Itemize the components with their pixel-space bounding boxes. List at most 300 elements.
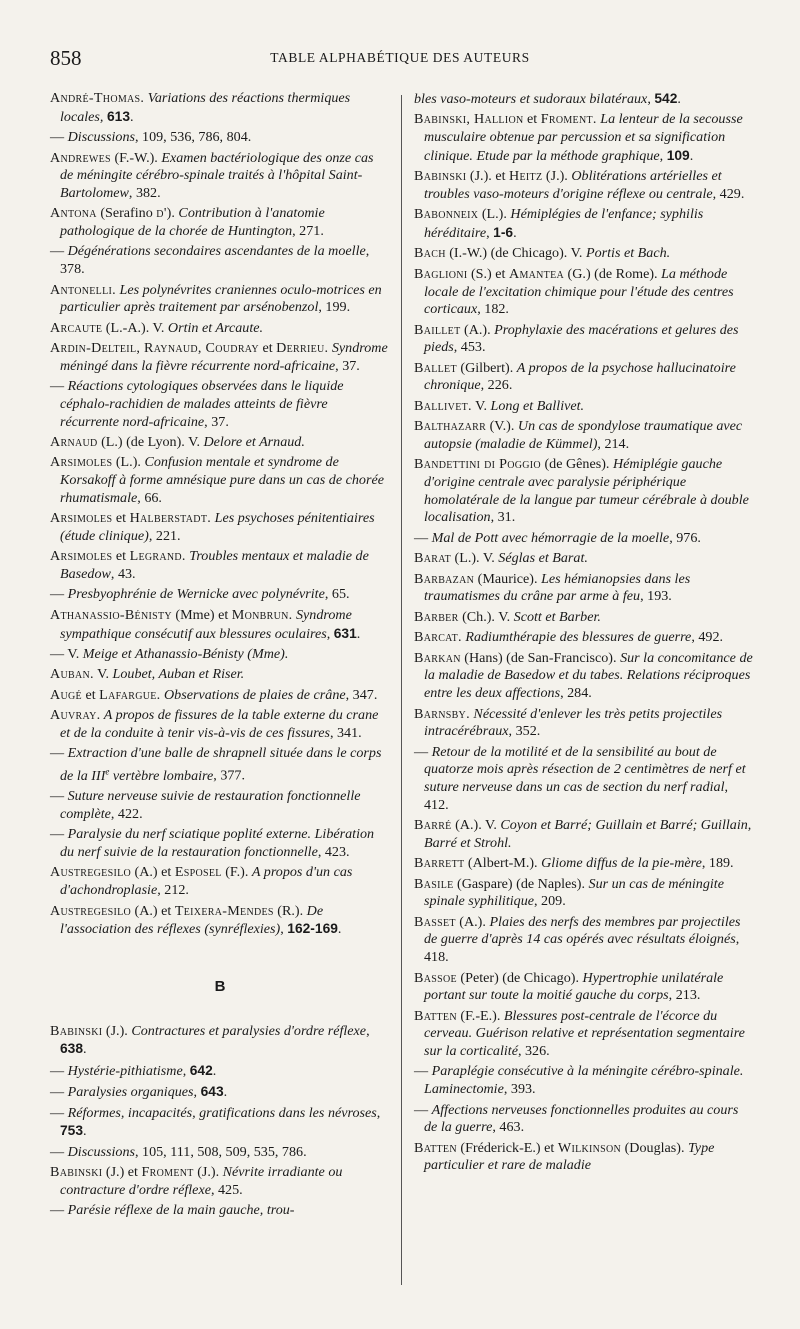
index-entry <box>50 666 390 684</box>
entry-author: Amantea <box>508 265 565 282</box>
index-entry <box>50 687 390 705</box>
entry-author: Babinski, Hallion <box>414 111 524 128</box>
index-entry <box>414 609 754 627</box>
index-entry <box>414 398 754 416</box>
index-entry <box>50 1202 390 1220</box>
entry-text: (F.-W.). <box>110 149 162 166</box>
entry-text: et <box>81 686 100 703</box>
entry-text: — <box>50 378 68 395</box>
entry-title: Nécessité d'enlever les très petits projectiles intracérébraux <box>424 705 723 740</box>
entry-title: Suture nerveuse suivie de restauration fonctionnelle complète <box>60 788 361 822</box>
entry-text: , 199. <box>318 299 351 316</box>
entry-title: Confusion mentale et syndrome de Korsakoff à forme amnésique pure dans un cas de chorée rhumatismale <box>60 454 384 506</box>
entry-author: Barbazan <box>414 570 475 587</box>
entry-text: , 209. <box>534 893 566 910</box>
entry-title: Discussions <box>67 1143 135 1160</box>
entry-text: (A.). <box>460 321 495 338</box>
index-entry <box>50 745 390 785</box>
index-entry <box>414 530 754 548</box>
entry-title: Hémiplégies de l'enfance; syphilis héréditaire <box>424 206 704 241</box>
entry-text: , 43. <box>110 565 136 582</box>
index-entry <box>414 111 754 165</box>
index-entry <box>414 744 754 815</box>
index-entry <box>414 360 754 395</box>
index-entry <box>414 245 754 263</box>
index-entry <box>50 90 390 126</box>
entry-text: . <box>83 1041 87 1058</box>
entry-text: — <box>50 788 68 805</box>
entry-text: (A.). <box>455 913 490 930</box>
entry-text: — <box>50 826 68 843</box>
entry-author: Legrand. <box>129 548 186 565</box>
entry-page-bold: 1-6 <box>493 224 514 240</box>
index-entry <box>50 788 390 823</box>
entry-author: Arcaute <box>50 319 103 336</box>
entry-text: , 182. <box>477 301 509 318</box>
entry-page-bold: 638 <box>60 1041 84 1057</box>
entry-text: , 412. <box>424 778 729 813</box>
entry-text: . <box>83 1123 87 1140</box>
entry-text: (Albert-M.). <box>464 855 542 872</box>
entry-text: , <box>647 91 655 107</box>
entry-author: Lafargue. <box>99 686 161 703</box>
entry-author: André-Thomas. <box>50 90 145 106</box>
index-entry <box>50 903 390 939</box>
entry-text: , 453. <box>453 339 486 356</box>
entry-text: , 393. <box>503 1081 536 1098</box>
entry-author: Derrieu. <box>276 340 329 357</box>
entry-author: Wilkinson <box>557 1139 622 1156</box>
entry-text: , 214. <box>597 435 630 452</box>
entry-author: Antona <box>50 205 97 222</box>
entry-title: De l'association des réflexes (synréflexies) <box>60 902 324 938</box>
entry-text: — V. <box>50 645 83 662</box>
index-entry <box>414 571 754 606</box>
entry-text: (A.). V. <box>451 817 501 834</box>
entry-title: Syndrome sympathique consécutif aux blessures oculaires <box>60 606 352 642</box>
entry-author: Austregesilo <box>50 864 131 881</box>
entry-text: (Peter) (de Chicago). <box>456 969 583 986</box>
entry-text: , 284. <box>560 685 592 702</box>
index-entry <box>414 206 754 242</box>
index-entries-a <box>50 90 390 939</box>
entry-text: — <box>414 529 432 546</box>
entry-text: (Hans) (de San-Francisco). <box>460 649 621 666</box>
entry-title: Hystérie-pithiatisme <box>67 1062 183 1079</box>
entry-text: . <box>677 91 681 107</box>
entry-author: Barré <box>414 817 452 834</box>
entry-text: — <box>50 243 68 260</box>
entry-title: Affections nerveuses fonctionnelles produites au cours de la guerre <box>424 1101 739 1136</box>
entry-title: Coyon et Barré; Guillain et Barré; Guillain, Barré et Strohl. <box>424 817 752 851</box>
index-entry <box>50 1105 390 1141</box>
entry-text: (Ch.). V. <box>458 608 514 625</box>
entry-text: — <box>50 1143 68 1160</box>
entry-title: Ortin et Arcaute. <box>167 319 264 336</box>
entry-author: Barkan <box>414 649 461 666</box>
entry-title: La méthode locale de l'excitation chimique pour l'étude des centres corticaux <box>424 265 734 318</box>
index-entry <box>50 282 390 317</box>
entry-text: — <box>50 1202 68 1219</box>
entry-author: Baillet <box>414 321 461 338</box>
entry-title: Réactions cytologiques observées dans le liquide céphalo-rachidien de malades atteints de fièvre récurrente nord-africaine <box>60 378 344 430</box>
entry-text: — <box>414 1063 432 1080</box>
entry-page-bold: 542 <box>654 91 678 106</box>
entry-text: (G.) (de Rome). <box>564 265 662 282</box>
entry-title: Long et Ballivet. <box>490 397 585 414</box>
index-entry <box>414 90 754 109</box>
entry-text: (L.). V. <box>451 550 499 567</box>
entry-text: — <box>50 1104 68 1121</box>
index-entry <box>50 1062 390 1081</box>
index-entry <box>414 1063 754 1098</box>
entry-text: (J.). et <box>466 168 510 185</box>
entry-author: Heitz <box>509 168 543 185</box>
entry-page-bold: 109 <box>666 147 690 163</box>
entry-author: Auban. <box>50 666 94 683</box>
entry-author: Arnaud <box>50 433 98 450</box>
entry-text: , 352. <box>508 723 541 740</box>
entry-text: — <box>50 586 68 603</box>
entry-text: et <box>112 548 130 565</box>
entry-text: , 37. <box>335 357 360 374</box>
entry-author: Froment. <box>540 111 597 128</box>
entry-text: , <box>376 1104 381 1121</box>
entry-text: , 377. <box>213 767 245 784</box>
index-entry <box>414 456 754 527</box>
index-entry <box>50 607 390 643</box>
entry-author: Babinski <box>50 1164 103 1181</box>
index-entry <box>50 586 390 604</box>
entry-text: , 193. <box>640 588 672 605</box>
index-entry <box>50 243 390 278</box>
entry-author: Bandettini di Poggio <box>414 456 541 473</box>
entry-title: Dégénérations secondaires ascendantes de la moelle <box>67 243 366 260</box>
entry-text: (V.). <box>486 418 518 435</box>
entry-title: Contribution à l'anatomie pathologique de la chorée de Huntington <box>60 205 325 239</box>
entry-text: . <box>356 625 361 642</box>
running-title: TABLE ALPHABÉTIQUE DES AUTEURS <box>270 50 530 65</box>
entry-text: (F.). <box>221 864 252 881</box>
entry-title: Sur la concomitance de la maladie de Basedow et du tabes. Relations réciproques entre les deux affections <box>424 649 753 702</box>
entry-text: (Gilbert). <box>456 359 517 376</box>
entry-title: Troubles mentaux et maladie de Basedow <box>60 548 369 582</box>
entry-author: Esposel <box>174 864 222 881</box>
entry-title: Extraction d'une balle de shrapnell située dans le corps de la IIIe vertèbre lombaire <box>60 745 382 784</box>
entry-title: Hémiplégie gauche d'origine centrale avec paralysie périphérique homolatérale de la langue par tumeur cérébrale à double localisation <box>424 456 749 526</box>
entry-text: , 378. <box>60 243 370 278</box>
entry-title: Les hémianopsies dans les traumatismes du crâne par arme à feu <box>424 570 691 605</box>
entry-title: Réformes, incapacités, gratifications dans les névroses <box>67 1104 377 1121</box>
entry-text: (F.-E.). <box>456 1007 504 1024</box>
entry-text: , 37. <box>204 413 229 430</box>
entry-author: Arsimoles <box>50 510 113 527</box>
entry-page-bold: 753 <box>60 1123 84 1139</box>
entry-text: , 976. <box>669 529 701 546</box>
entry-text: (Douglas). <box>621 1139 689 1156</box>
entry-author: Barber <box>414 608 459 625</box>
entry-text: . <box>337 921 342 938</box>
index-entries-b <box>50 1023 390 1220</box>
entry-author: Arsimoles <box>50 454 113 471</box>
entry-text: , 463. <box>492 1119 525 1136</box>
entry-text: — <box>50 1084 68 1101</box>
entry-text: , 423. <box>317 844 350 861</box>
page-header <box>50 46 750 74</box>
entry-author: Halberstadt. <box>129 510 212 527</box>
entry-text: , 65. <box>324 586 350 603</box>
entry-page-bold: 613 <box>106 108 130 124</box>
entry-text: , <box>366 1022 370 1039</box>
index-entry <box>50 1083 390 1102</box>
entry-text: (Mme) et <box>171 606 232 623</box>
entry-text: et <box>112 510 130 527</box>
entry-title: Syndrome méningé dans la fièvre récurrente nord-africaine <box>60 340 388 374</box>
index-entry <box>414 876 754 911</box>
index-entry <box>50 548 390 583</box>
entry-title: Contractures et paralysies d'ordre réflexe <box>131 1022 367 1039</box>
entry-text: — <box>414 1101 432 1118</box>
entry-text: , 212. <box>157 882 189 899</box>
index-entry <box>50 826 390 861</box>
entry-text: — <box>414 743 432 760</box>
entry-author: Balthazarr <box>414 418 487 435</box>
entry-title: Plaies des nerfs des membres par projectiles de guerre d'après 14 cas opérés avec résultats éloignés <box>424 913 741 948</box>
entry-title: Prophylaxie des macérations et gelures des pieds <box>424 321 739 356</box>
index-entry <box>50 1144 390 1162</box>
entry-title: A propos de fissures de la table externe du crane et de la conduite à tenir vis-à-vis de ces fissures <box>60 707 379 741</box>
entry-text: , 382. <box>128 184 161 201</box>
entry-title: Hypertrophie unilatérale portant sur toute la moitié gauche du corps <box>424 969 724 1004</box>
entry-title: Portis et Bach. <box>585 245 671 262</box>
entry-title: Examen bactériologique des onze cas de méningite cérébro-spinale traités à l'hôpital Saint-Bartolomew <box>60 149 374 201</box>
entry-author: Barrett <box>414 855 465 872</box>
entry-title: Type particulier et rare de maladie <box>424 1139 715 1174</box>
entry-text: (A.) et <box>131 864 175 881</box>
index-entry <box>50 454 390 507</box>
index-entry <box>414 706 754 741</box>
entry-author: Bach <box>414 245 446 262</box>
index-entry <box>414 418 754 453</box>
entry-author: Barat <box>414 550 452 567</box>
entry-page-bold: 642 <box>189 1062 213 1078</box>
entry-text: (Fréderick-E.) et <box>456 1139 558 1156</box>
entry-text: et <box>523 111 541 128</box>
entry-author: Augé <box>50 686 82 703</box>
entry-text: (J.). <box>193 1164 223 1181</box>
entry-title: La lenteur de la secousse musculaire obtenue par percussion et sa signification clinique. Etude par la méthode graphique <box>424 111 743 164</box>
entry-text: (L.). <box>478 206 511 223</box>
entry-text: , 492. <box>691 629 724 646</box>
index-entry <box>50 129 390 147</box>
index-entry <box>50 864 390 899</box>
entry-author: Babinski <box>50 1022 103 1039</box>
page-number: 858 <box>50 46 82 70</box>
entry-author: Athanassio-Bénisty <box>50 606 172 623</box>
entry-text: , <box>193 1084 201 1101</box>
index-entry <box>414 650 754 703</box>
entry-author: Babinski <box>414 168 467 185</box>
entry-text: V. <box>93 666 113 683</box>
index-entry <box>50 646 390 664</box>
index-entry <box>50 707 390 742</box>
index-entry <box>414 970 754 1005</box>
entry-author: Batten <box>414 1139 457 1156</box>
entry-text: , 226. <box>480 377 513 394</box>
entry-text: . <box>223 1084 228 1101</box>
index-entry <box>414 817 754 852</box>
entry-text: (Maurice). <box>474 570 542 587</box>
entry-text: (Serafino <box>96 205 157 222</box>
index-entry <box>414 550 754 568</box>
entry-title: Radiumthérapie des blessures de guerre <box>461 629 692 646</box>
entry-text: , 271. <box>292 222 324 239</box>
index-entry <box>414 629 754 647</box>
entry-author: Ballet <box>414 359 457 376</box>
entry-text: , 213. <box>668 987 701 1004</box>
entry-page-bold: 643 <box>200 1084 224 1100</box>
index-entry <box>414 322 754 357</box>
entry-text: (J.). <box>542 168 572 185</box>
entry-author: Austregesilo <box>50 902 131 919</box>
entry-text: , 341. <box>329 725 362 741</box>
index-entry <box>50 320 390 338</box>
index-entry <box>414 1140 754 1175</box>
entry-text: (S.) et <box>467 265 509 282</box>
entry-text: (L.) (de Lyon). V. <box>97 433 204 450</box>
entry-text: (I.-W.) (de Chicago). V. <box>445 245 586 262</box>
entry-author: Teixera-Mendes <box>174 902 274 919</box>
entry-title: Sur un cas de méningite spinale syphilitique <box>424 875 724 910</box>
index-entry <box>50 434 390 452</box>
entry-text: , <box>280 921 288 938</box>
entry-title: Presbyophrénie de Wernicke avec polynévrite <box>67 586 325 603</box>
index-entry <box>50 378 390 431</box>
entry-author: Barcat. <box>414 629 462 646</box>
entry-author: Bassoe <box>414 969 457 986</box>
entry-text: , 418. <box>424 931 740 966</box>
entry-text: (J.). <box>102 1022 132 1039</box>
entry-title: Paraplégie consécutive à la méningite cérébro-spinale. Laminectomie <box>424 1063 744 1098</box>
entry-title: bles vaso-moteurs et sudoraux bilatéraux <box>414 91 648 107</box>
entry-title: Séglas et Barat. <box>498 550 588 567</box>
entry-text: (Gaspare) (de Naples). <box>453 875 589 892</box>
entry-text: , 109, 536, 786, 804. <box>134 129 252 146</box>
index-entry <box>50 1023 390 1059</box>
entry-title: Meige et Athanassio-Bénisty (Mme). <box>82 645 289 662</box>
entry-text: ). <box>166 205 179 222</box>
entry-title: Oblitérations artérielles et troubles vaso-moteurs d'origine réflexe ou centrale <box>424 168 722 202</box>
entry-author: Monbrun. <box>231 606 293 623</box>
index-entry <box>414 266 754 319</box>
entry-author: Andrewes <box>50 149 111 166</box>
entry-text: , <box>182 1062 190 1079</box>
entry-text: , <box>326 625 334 642</box>
entry-page-bold: 162-169 <box>287 921 338 937</box>
entry-text: . <box>212 1062 217 1079</box>
entry-author: Basset <box>414 913 456 930</box>
entry-title: Les psychoses pénitentiaires (étude clinique) <box>60 510 375 544</box>
index-entry <box>50 205 390 240</box>
entry-title: Parésie réflexe de la main gauche, trou- <box>67 1202 295 1219</box>
entry-title: A propos d'un cas d'achondroplasie <box>60 864 353 899</box>
entry-text: , 347. <box>345 686 378 703</box>
entry-author: Auvray. <box>50 707 101 724</box>
entry-text: (R.). <box>273 902 307 919</box>
entry-title: Mal de Pott avec hémorragie de la moelle <box>431 529 670 546</box>
entry-title: Variations des réactions thermiques locales, <box>60 90 351 125</box>
entry-text: . <box>513 224 517 241</box>
section-letter: B <box>214 977 226 995</box>
entry-text: — <box>50 129 68 146</box>
entry-text: (de Gênes). <box>540 456 613 473</box>
entry-text: . <box>130 108 134 125</box>
entry-text: , <box>486 224 494 241</box>
entry-title: Gliome diffus de la pie-mère <box>541 855 702 872</box>
entry-text: et <box>258 340 277 357</box>
entry-title: Paralysies organiques <box>67 1084 194 1101</box>
index-entry <box>414 855 754 873</box>
index-entry <box>414 914 754 967</box>
index-entry <box>50 150 390 203</box>
entry-text: — <box>50 1062 68 1079</box>
right-column <box>414 90 754 1178</box>
entry-text: , 425. <box>210 1181 243 1198</box>
entry-author: Antonelli. <box>50 281 116 298</box>
index-entry <box>50 1164 390 1199</box>
entry-title: Loubet, Auban et Riser. <box>112 666 245 683</box>
entry-title: Discussions <box>67 129 135 146</box>
entry-text: , 189. <box>701 855 734 872</box>
entry-title: Scott et Barber. <box>513 608 601 625</box>
entry-author: d' <box>156 205 167 222</box>
entry-title: Paralysie du nerf sciatique poplité externe. Libération du nerf suivie de la restauration fonctionnelle <box>60 826 375 861</box>
entry-author: Batten <box>414 1007 457 1024</box>
entry-title: Névrite irradiante ou contracture d'ordre réflexe <box>60 1164 343 1198</box>
entry-text: . <box>689 147 694 164</box>
entry-text: , 66. <box>137 489 162 506</box>
entry-text: , 422. <box>110 805 143 822</box>
entry-page-bold: 631 <box>333 625 357 641</box>
entry-title: Blessures post-centrale de l'écorce du cerveau. Guérison relative et représentation segmentaire sur la corticalité <box>424 1007 745 1059</box>
entry-text: — <box>50 745 68 762</box>
entry-text: (A.) et <box>131 902 175 919</box>
index-entry <box>50 340 390 375</box>
entry-title: Les polynévrites craniennes oculo-motrices en particulier après traitement par arsénobenzol <box>60 281 382 316</box>
entry-text: (J.) et <box>102 1164 142 1181</box>
entry-title: Un cas de spondylose traumatique avec autopsie (maladie de Kümmel) <box>424 418 743 452</box>
entry-title: Delore et Arnaud. <box>203 433 305 450</box>
entry-text: , 31. <box>490 509 516 526</box>
entry-author: Barnsby. <box>414 705 470 722</box>
entry-text: , 221. <box>148 527 181 544</box>
entry-author: Ballivet. <box>414 397 472 414</box>
entry-title: Observations de plaies de crâne <box>160 686 346 703</box>
entry-author: Arsimoles <box>50 548 113 565</box>
index-entry <box>414 168 754 203</box>
entry-text: , 429. <box>712 185 745 202</box>
column-divider <box>401 95 402 1285</box>
entry-text: , 326. <box>517 1042 550 1059</box>
entry-author: Baglioni <box>414 265 468 282</box>
index-entry <box>414 1008 754 1061</box>
index-entry <box>414 1102 754 1137</box>
entry-text: (L.-A.). V. <box>102 319 168 336</box>
entry-text: , 105, 111, 508, 509, 535, 786. <box>134 1143 307 1160</box>
entry-author: Babonneix <box>414 206 479 223</box>
entry-title: A propos de la psychose hallucinatoire chronique <box>424 359 736 394</box>
left-column <box>50 90 390 1223</box>
